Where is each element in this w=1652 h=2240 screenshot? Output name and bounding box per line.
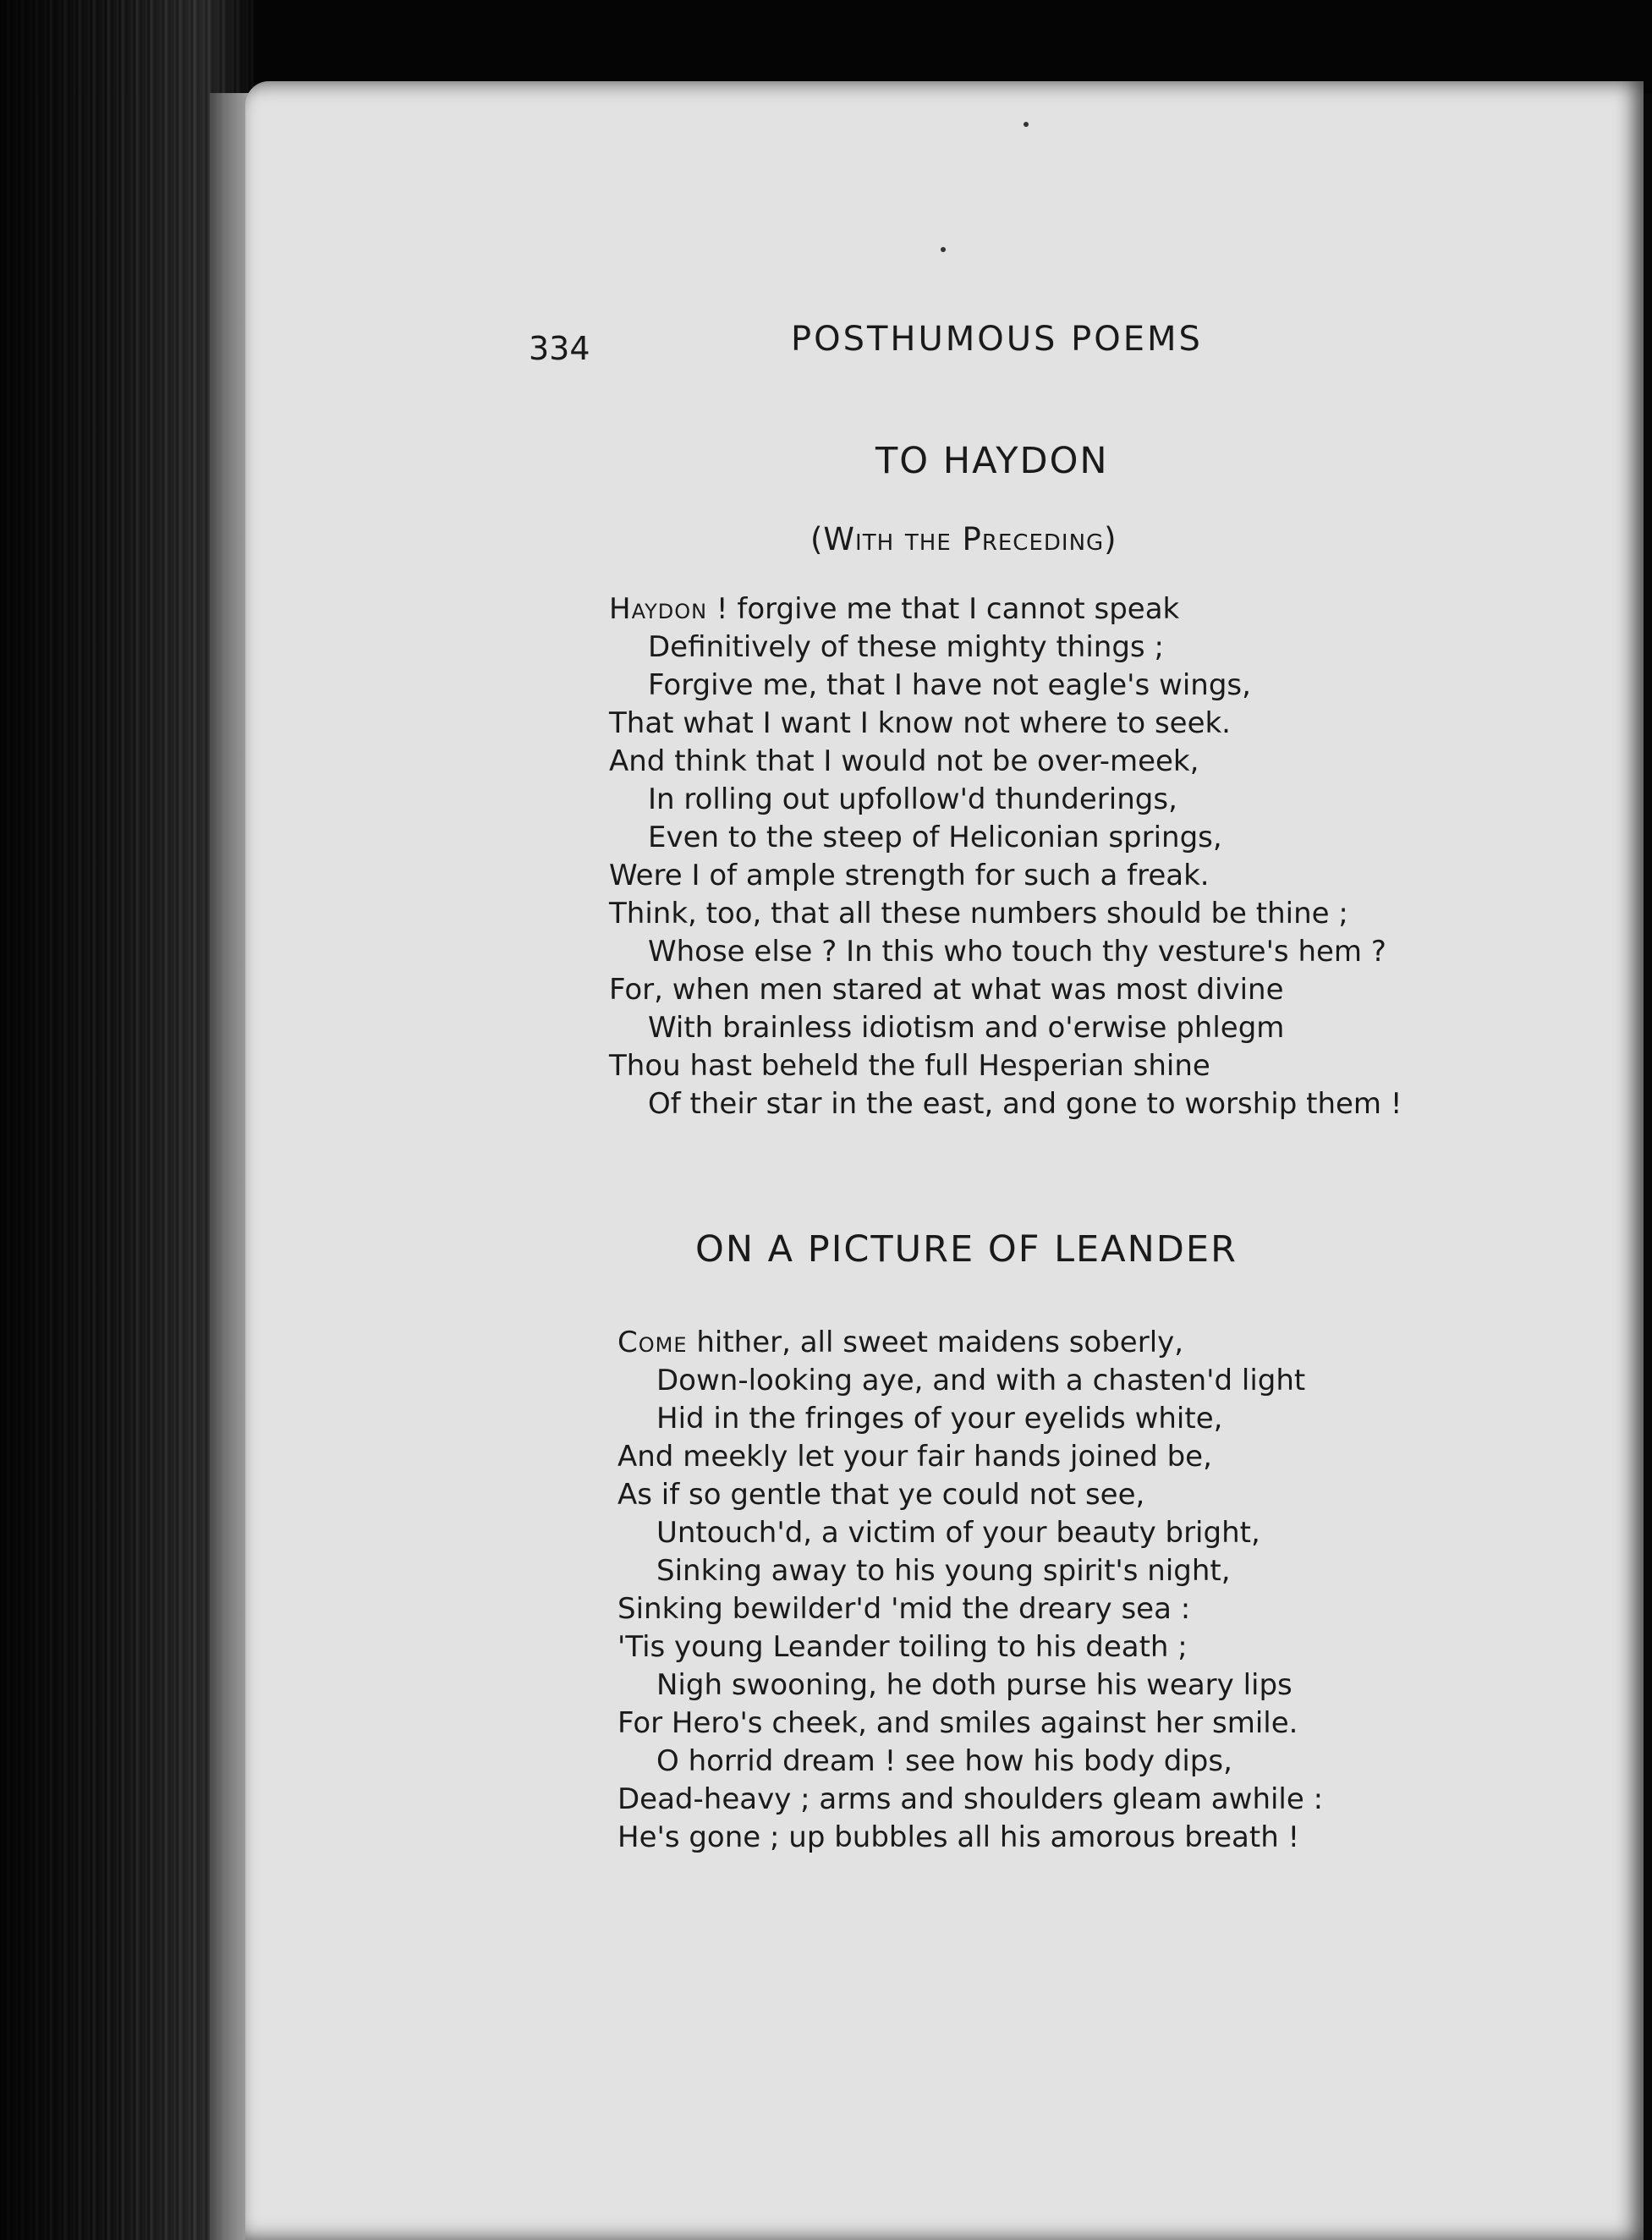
verse-line: And think that I would not be over-meek,: [609, 744, 1199, 778]
verse-line: Untouch'd, a victim of your beauty bright,: [656, 1516, 1260, 1550]
verse-line: Were I of ample strength for such a freak.: [609, 859, 1210, 892]
page-header: [529, 320, 1222, 371]
poem-title: ON A PICTURE OF LEANDER: [695, 1228, 1238, 1271]
page-number: 334: [529, 330, 590, 367]
verse-line: 'Tis young Leander toiling to his death ;: [617, 1630, 1188, 1664]
verse-lead-word: Come: [617, 1326, 688, 1359]
poem-subtitle: (With the Preceding): [810, 521, 1117, 557]
running-head: POSTHUMOUS POEMS: [791, 320, 1203, 359]
verse-line: Haydon ! forgive me that I cannot speak: [609, 592, 1180, 626]
verse-line: Nigh swooning, he doth purse his weary lips: [656, 1668, 1293, 1702]
ink-speck: [1024, 122, 1029, 127]
verse-line: Forgive me, that I have not eagle's wings,: [648, 668, 1251, 702]
verse-line: That what I want I know not where to seek.: [609, 706, 1231, 740]
verse-line: Hid in the fringes of your eyelids white,: [656, 1402, 1223, 1436]
verse-line: Whose else ? In this who touch thy vesture's hem ?: [648, 935, 1386, 969]
verse-line: As if so gentle that ye could not see,: [617, 1478, 1145, 1512]
poem-stanza: [609, 590, 1402, 1123]
verse-line: Sinking away to his young spirit's night,: [656, 1554, 1231, 1588]
verse-line: Definitively of these mighty things ;: [648, 630, 1164, 664]
ink-speck: [941, 247, 946, 252]
verse-line: Dead-heavy ; arms and shoulders gleam awhile :: [617, 1782, 1324, 1816]
page-sheet: [245, 81, 1644, 2240]
verse-line: In rolling out upfollow'd thunderings,: [648, 782, 1177, 816]
verse-line: For Hero's cheek, and smiles against her smile.: [617, 1706, 1298, 1740]
verse-line: Of their star in the east, and gone to worship them !: [648, 1087, 1402, 1121]
poem-title: TO HAYDON: [875, 440, 1109, 482]
verse-line: Sinking bewilder'd 'mid the dreary sea :: [617, 1592, 1191, 1626]
verse-line: He's gone ; up bubbles all his amorous breath !: [617, 1820, 1300, 1854]
verse-line: For, when men stared at what was most divine: [609, 973, 1284, 1007]
verse-line: Come hither, all sweet maidens soberly,: [617, 1326, 1184, 1359]
page-edge: [210, 93, 249, 2240]
verse-line: Even to the steep of Heliconian springs,: [648, 821, 1222, 854]
verse-line: And meekly let your fair hands joined be,: [617, 1440, 1212, 1474]
verse-line: Think, too, that all these numbers should be thine ;: [609, 897, 1348, 931]
poem-stanza: [617, 1324, 1323, 1857]
verse-lead-word: Haydon: [609, 592, 708, 626]
verse-line: With brainless idiotism and o'erwise phlegm: [648, 1011, 1285, 1045]
verse-line: O horrid dream ! see how his body dips,: [656, 1744, 1232, 1778]
verse-line: Thou hast beheld the full Hesperian shine: [609, 1049, 1210, 1083]
verse-line: Down-looking aye, and with a chasten'd light: [656, 1364, 1306, 1397]
